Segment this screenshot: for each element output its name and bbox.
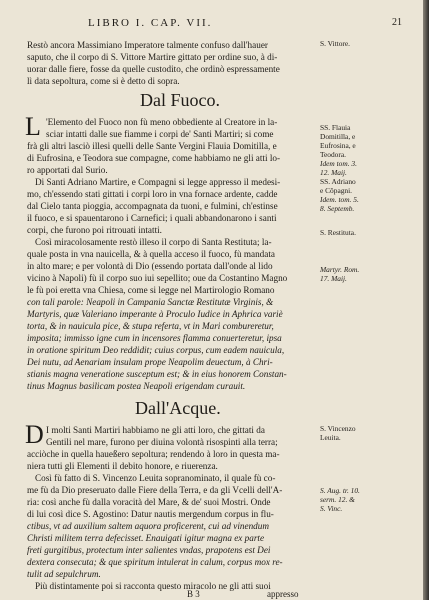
text-line: in oratione spiritum Deo reddidit; cuius corpus, cum eadem nauicula,	[27, 345, 285, 355]
text-line: 'Elemento del Fuoco non fù meno obbediente al Creatore in la-	[46, 117, 278, 127]
margin-note: Eufrosina, e	[320, 141, 356, 150]
margin-note: Leuita.	[320, 433, 341, 442]
margin-note: Idem tom. 3.	[320, 159, 357, 168]
margin-note: serm. 12. &	[320, 495, 355, 504]
text-line: ro apportati dal Surio.	[27, 165, 108, 175]
text-line: Così fù fatto di S. Vincenzo Leuita sopranominato, il quale fù co-	[35, 473, 276, 483]
text-line: I molti Santi Martiri habbiamo ne gli atti loro, che gittati da	[46, 425, 265, 435]
text-line: di lui così dice S. Agostino: Datur nautis mergendum corpus in flu-	[27, 509, 274, 519]
text-line: quale posta in vna nauicella, & à quella acceso il fuoco, fù mandata	[27, 249, 275, 259]
text-line: niera tutti gli Elementi il debito honore, e riuerenza.	[27, 461, 218, 471]
page-edge	[423, 0, 429, 600]
text-line: Dei nutu, ad Aenariam insulam prope Neapolim deuectum, à Chri-	[27, 357, 273, 367]
text-line: dextera consecuta; & que spiritum intulerat in calum, corpus mox re-	[27, 557, 283, 567]
text-line: tulit ad sepulchrum.	[27, 569, 101, 579]
text-line: Martyris, quæ Valeriano imperante à Proculo Iudice in Aphrica variè	[27, 309, 283, 319]
margin-note: Teodora.	[320, 150, 346, 159]
margin-note: S. Vincenzo	[320, 424, 356, 433]
text-line: con tali parole: Neapoli in Campania Sanctæ Restitutæ Virginis, &	[27, 297, 274, 307]
text-line: tinus Magnus basilicam postea Neapoli erigendam curauit.	[27, 381, 246, 391]
margin-note: S. Restituta.	[320, 228, 356, 237]
text-line: corpi, che furono poi ritrouati intatti.	[27, 225, 162, 235]
text-line: uorar dalle fiere, fosse da quelle custodito, che ordinò espressamente	[27, 64, 280, 74]
text-line: in alto mare; e per volontà di Dio (essendo portata dall'onde al lido	[27, 261, 273, 271]
drop-cap: L	[25, 112, 41, 141]
margin-note: e Cõpagni.	[320, 186, 353, 195]
text-line: di Eufrosina, e Teodora sue compagne, come habbiamo ne gli atti lo-	[27, 153, 281, 163]
margin-note: 17. Maij.	[320, 274, 347, 283]
text-line: Gentili nel mare, furono per diuina volontà risospinti alla terra;	[46, 437, 278, 447]
margin-note: Domitilla, e	[320, 132, 356, 141]
text-line: lì data sepoltura, come si è detto di sopra.	[27, 76, 180, 86]
margin-note: S. Vittore.	[320, 39, 351, 48]
margin-note: Idem. tom. 5.	[320, 195, 359, 204]
margin-note: SS. Adriano	[320, 177, 356, 186]
text-line: imposita; immisso igne cum in incensores flamma conuerteretur, ipsa	[27, 333, 282, 343]
page-number: 21	[392, 17, 402, 28]
drop-cap: D	[25, 420, 44, 449]
text-line: mo, ch'essendo stati gittati i corpi loro in vna fornace ardente, cadde	[27, 189, 278, 199]
text-line: stianis magna veneratione susceptum est; & in eius honorem Constan-	[27, 369, 287, 379]
text-line: Christi militem terra defecisset. Enauigati igitur magna ex parte	[27, 533, 265, 543]
text-line: me fù da Dio preseruato dalle Fiere della Terra, e da gli Vcelli dell'A-	[27, 485, 283, 495]
section-title-fuoco: Dal Fuoco.	[140, 90, 220, 110]
section-title-acque: Dall'Acque.	[135, 398, 221, 418]
margin-note: 8. Septemb.	[320, 204, 355, 213]
text-line: frà gli altri lasciò illesi quelli delle Sante Vergini Flauia Domitilla, e	[27, 141, 277, 151]
text-line: freti gurgitibus, protectum inter salientes vndas, prapotens est Dei	[27, 545, 271, 555]
text-line: il fuoco, e si spauentarono i Carnefici; i quali abbandonarono i santi	[27, 213, 277, 223]
text-line: Più distintamente poi si racconta questo miracolo ne gli atti suoi	[35, 581, 271, 591]
text-line: ria: così anche fù dalla voracità del Mare, & de' suoi Mostri. Onde	[27, 497, 271, 507]
margin-note: Martyr. Rom.	[320, 265, 360, 274]
text-line: vicino à Napoli) fù il corpo suo iui sepellito; oue da Costantino Magno	[27, 273, 288, 283]
running-head: LIBRO I. CAP. VII.	[88, 17, 213, 29]
catchword: appresso	[267, 589, 299, 599]
text-line: ctibus, vt ad auxilium saltem aquora proficerent, cui ad vinendum	[27, 521, 269, 531]
text-line: Di Santi Adriano Martire, e Compagni si legge appresso il medesi-	[35, 177, 281, 187]
margin-note: S. Aug. tr. 10.	[320, 486, 360, 495]
margin-note: S. Vinc.	[320, 504, 343, 513]
text-line: dal Cielo tanta pioggia, accompagnata da tuoni, e fulmini, ch'estinse	[27, 201, 278, 211]
text-line: saputo, che il corpo di S. Vittore Martire gittato per ordine suo, à di-	[27, 52, 278, 62]
text-line: torta, & in nauicula pice, & stupa referta, vt in Mari combureretur,	[27, 321, 274, 331]
text-line: sciar intatti dalle sue fiamme i corpi de' Santi Martiri; si come	[46, 129, 274, 139]
text-line: Restò ancora Massimiano Imperatore talmente confuso dall'hauer	[27, 40, 268, 50]
text-line: le fù poi eretta vna Chiesa, come si legge nel Martirologio Romano	[27, 285, 275, 295]
margin-note: SS. Flauia	[320, 123, 351, 132]
text-line: Così miracolosamente restò illeso il corpo di Santa Restituta; la-	[35, 237, 272, 247]
signature-mark: B 3	[187, 589, 200, 599]
text-line: acciòche in quella haueßero sepoltura; rendendo à loro in questa ma-	[27, 449, 280, 459]
margin-note: 12. Maij.	[320, 168, 347, 177]
